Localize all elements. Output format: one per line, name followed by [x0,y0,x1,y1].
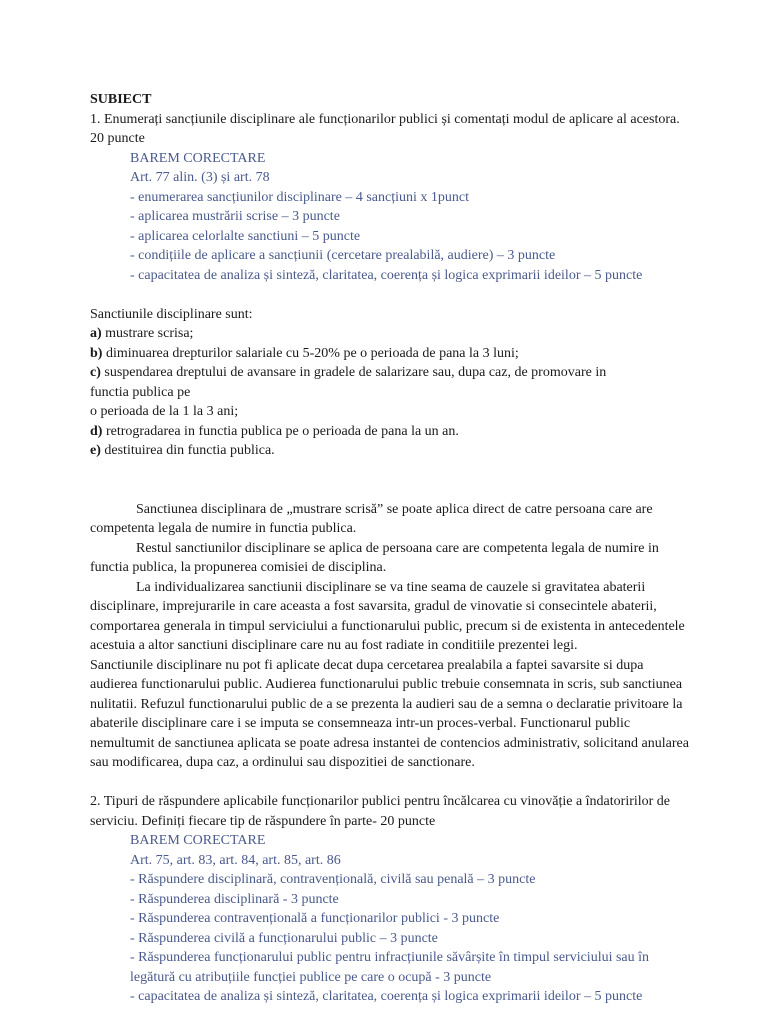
answer-1-paragraph: Sanctiunea disciplinara de „mustrare scrisă” se poate aplica direct de catre persoana care are competenta legala de numire in functia publica. [90,501,653,536]
barem-1-item: - capacitatea de analiza și sinteză, claritatea, coerența și logica exprimarii ideilor – 5 puncte [130,267,643,283]
sanction-item [90,324,690,344]
barem-2-item: - Răspunderea civilă a funcționarului public – 3 puncte [130,930,438,946]
barem-1-item: Art. 77 alin. (3) și art. 78 [130,170,270,185]
barem-1 [90,149,690,286]
sanction-label: d) [90,423,103,439]
sanction-text: diminuarea drepturilor salariale cu 5-20% pe o perioada de pana la 3 luni; [102,345,519,361]
spacer [90,480,690,500]
barem-2-title: BAREM CORECTARE [130,833,266,848]
barem-2-item: - capacitatea de analiza și sinteză, claritatea, coerența și logica exprimarii ideilor – 5 puncte [130,989,643,1004]
answer-1-paragraph: La individualizarea sanctiunii disciplinare se va tine seama de cauzele si gravitatea abaterii disciplinare, imprejurarile in care aceasta a fost savarsita, gradul de vinovatie si consecintele abaterii, comportarea generala in timpul serviciului a functionarului public, precum si de existenta in antecedentele acestuia a altor sanctiuni disciplinare care nu au fost radiate in conditiile prezentei legi. [90,579,685,653]
barem-2-item: - Răspunderea funcționarului public pentru infracțiunile săvârșite în timpul serviciului sau în [130,950,650,965]
barem-2-item: legătură cu atribuțiile funcției publice pe care o ocupă - 3 puncte [130,969,492,985]
sanction-label: c) [90,365,101,380]
barem-1-title: BAREM CORECTARE [130,150,266,166]
sanction-text: mustrare scrisa; [101,326,194,341]
sanction-item [90,422,690,442]
sanction-text: retrogradarea in functia publica pe o perioada de pana la un an. [102,423,459,439]
spacer [90,773,690,793]
answer-1-paragraph: Sanctiunile disciplinare nu pot fi aplicate decat dupa cercetarea prealabila a faptei savarsite si dupa audierea functionarului public. Audierea functionarului public trebuie consemnata in scris, sub sanctiunea nulitatii. Refuzul functionarului public de a se prezenta la audieri sau de a semna o declaratie privitoare la abaterile disciplinare care i se imputa se consemneaza intr-un proces-verbal. Functionarul public nemultumit de sanctiunea aplicata se poate adresa instantei de contencios administrativ, solicitand anularea sau modificarea, dupa caz, a ordinului sau dispozitiei de sanctionare. [90,657,689,770]
spacer [90,285,690,305]
barem-2 [90,831,690,1007]
sanction-item [90,344,690,364]
barem-2-item: - Răspunderea disciplinară - 3 puncte [130,891,339,907]
barem-2-item: - Răspunderea contravențională a funcționarilor publici - 3 puncte [130,911,500,926]
sanction-item [90,441,690,461]
answer-1-intro: Sanctiunile disciplinare sunt: [90,306,253,322]
answer-1 [90,305,690,773]
sanction-text: suspendarea dreptului de avansare in gradele de salarizare sau, dupa caz, de promovare in functia publica pe [90,365,607,400]
barem-1-item: - enumerarea sancțiunilor disciplinare – 4 sancțiuni x 1punct [130,189,470,205]
sanction-text: destituirea din functia publica. [100,443,275,458]
barem-1-item: - aplicarea celorlalte sanctiuni – 5 puncte [130,228,361,244]
sanction-label: e) [90,443,101,458]
spacer [90,461,690,481]
question-2: 2. Tipuri de răspundere aplicabile funcționarilor publici pentru încălcarea cu vinovăție a îndatoririlor de serviciu. Definiți fiecare tip de răspundere în parte- 20 puncte [90,794,671,829]
sanction-label: b) [90,345,103,361]
subject-title: SUBIECT [90,92,152,107]
document-body [90,90,690,1007]
barem-2-item: - Răspundere disciplinară, contravențională, civilă sau penală – 3 puncte [130,872,536,887]
barem-1-item: - condițiile de aplicare a sancțiunii (cercetare prealabilă, audiere) – 3 puncte [130,248,556,263]
barem-1-item: - aplicarea mustrării scrise – 3 puncte [130,209,340,224]
barem-2-item: Art. 75, art. 83, art. 84, art. 85, art. 86 [130,852,341,868]
question-1: 1. Enumerați sancțiunile disciplinare ale funcționarilor publici și comentați modul de aplicare al acestora. 20 puncte [90,111,680,146]
sanction-label: a) [90,326,102,341]
answer-1-paragraph: Restul sanctiunilor disciplinare se aplica de persoana care are competenta legala de numire in functia publica, la propunerea comisiei de disciplina. [90,540,659,575]
sanction-item [90,363,630,402]
sanction-item-continued: o perioada de la 1 la 3 ani; [90,404,239,419]
